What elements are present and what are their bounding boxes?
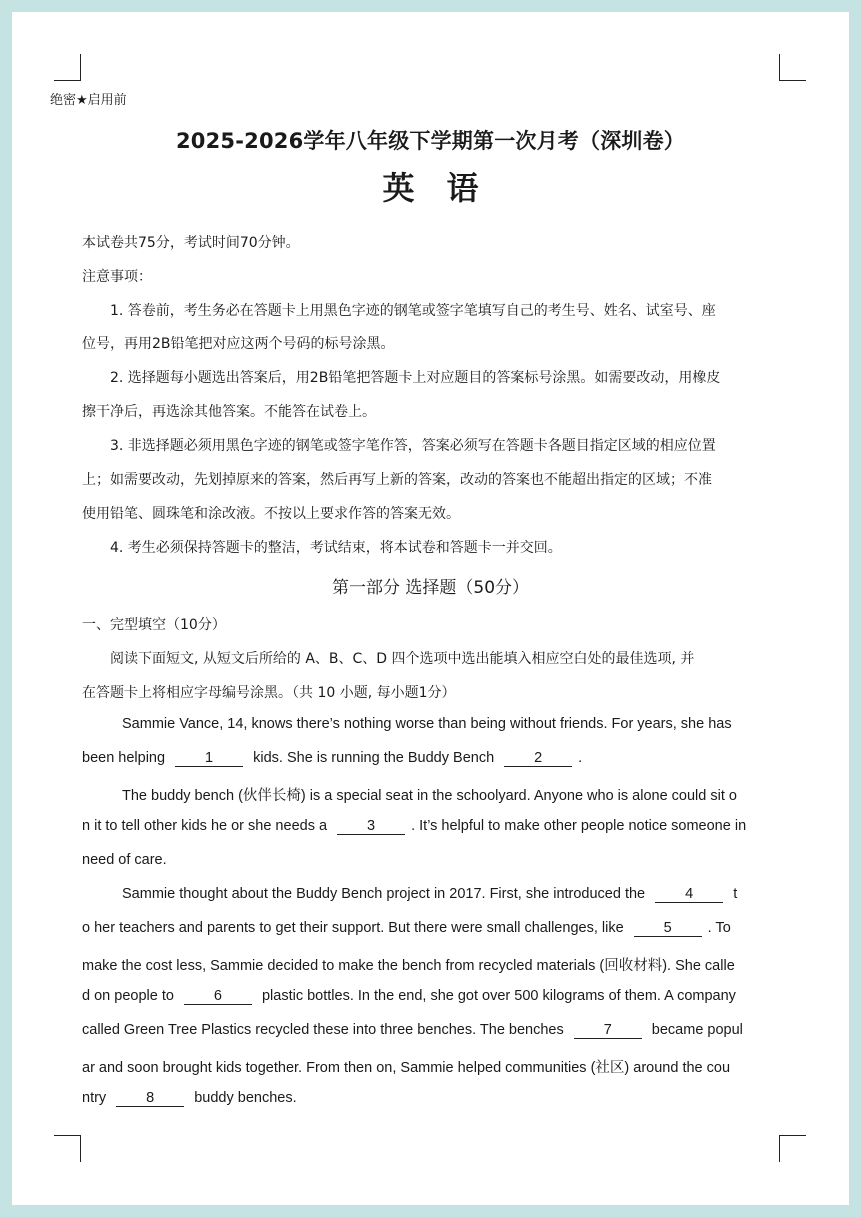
- passage-text: kids. She is running the Buddy Bench: [253, 750, 495, 766]
- passage-line: [82, 750, 582, 767]
- passage-text: .: [578, 750, 583, 766]
- blank-3[interactable]: 3: [337, 818, 405, 835]
- blank-8[interactable]: 8: [116, 1090, 184, 1107]
- blank-2[interactable]: 2: [504, 750, 572, 767]
- note-line: 4. 考生必须保持答题卡的整洁，考试结束，将本试卷和答题卡一并交回。: [110, 540, 562, 556]
- passage-line: [122, 886, 737, 903]
- blank-6[interactable]: 6: [184, 988, 252, 1005]
- passage-text: d on people to: [82, 988, 174, 1004]
- passage-text: ntry: [82, 1090, 107, 1106]
- crop-mark-bottom-right: [779, 1135, 806, 1162]
- passage-text: o her teachers and parents to get their support. But there were small challenges, like: [82, 920, 624, 936]
- note-line: 擦干净后，再选涂其他答案。不能答在试卷上。: [82, 404, 376, 420]
- passage-text: . To: [707, 920, 731, 936]
- passage-text: plastic bottles. In the end, she got over 500 kilograms of them. A company: [261, 988, 736, 1004]
- notes-title: 注意事项：: [82, 269, 152, 285]
- blank-7[interactable]: 7: [574, 1022, 642, 1039]
- exam-total: 本试卷共75分，考试时间70分钟。: [82, 235, 300, 251]
- passage-line: [82, 920, 731, 937]
- passage-text: . It’s helpful to make other people notice someone in: [411, 818, 747, 834]
- crop-mark-top-right: [779, 54, 806, 81]
- note-line: 2. 选择题每小题选出答案后，用2B铅笔把答题卡上对应题目的答案标号涂黑。如需要改动，用橡皮: [110, 370, 721, 386]
- part-one-title: 第一部分 选择题（50分）: [331, 578, 530, 598]
- confidential-label: 绝密★启用前: [50, 93, 127, 108]
- passage-text: called Green Tree Plastics recycled these into three benches. The benches: [82, 1022, 564, 1038]
- note-line: 1. 答卷前，考生务必在答题卡上用黑色字迹的钢笔或签字笔填写自己的考生号、姓名、试室号、座: [110, 303, 716, 319]
- passage-text: n it to tell other kids he or she needs a: [82, 818, 328, 834]
- blank-5[interactable]: 5: [634, 920, 702, 937]
- passage-line: [82, 1090, 297, 1107]
- passage-line: Sammie Vance, 14, knows there’s nothing worse than being without friends. For years, she has: [122, 716, 732, 732]
- crop-mark-bottom-left: [54, 1135, 81, 1162]
- instruction-line: 在答题卡上将相应字母编号涂黑。（共 10 小题, 每小题1分）: [82, 685, 456, 701]
- exam-title: 2025-2026学年八年级下学期第一次月考（深圳卷）: [175, 129, 685, 153]
- instruction-line: 阅读下面短文, 从短文后所给的 A、B、C、D 四个选项中选出能填入相应空白处的最佳选项, 并: [110, 651, 695, 667]
- passage-line: make the cost less, Sammie decided to make the bench from recycled materials (回收材料). She calle: [82, 958, 735, 974]
- passage-text: became popul: [651, 1022, 743, 1038]
- note-line: 位号，再用2B铅笔把对应这两个号码的标号涂黑。: [82, 336, 395, 352]
- passage-line: [82, 818, 746, 835]
- subject-title: 英语: [382, 169, 511, 207]
- note-line: 上；如需要改动，先划掉原来的答案，然后再写上新的答案，改动的答案也不能超出指定的区域；不准: [82, 472, 712, 488]
- passage-line: The buddy bench (伙伴长椅) is a special seat in the schoolyard. Anyone who is alone could sit o: [122, 788, 737, 804]
- passage-text: been helping: [82, 750, 166, 766]
- section-cloze-title: 一、完型填空（10分）: [82, 617, 226, 633]
- passage-line: need of care.: [82, 852, 167, 868]
- passage-line: ar and soon brought kids together. From then on, Sammie helped communities (社区) around the cou: [82, 1060, 731, 1076]
- passage-text: t: [733, 886, 738, 902]
- blank-1[interactable]: 1: [175, 750, 243, 767]
- note-line: 3. 非选择题必须用黑色字迹的钢笔或签字笔作答，答案必须写在答题卡各题目指定区域的相应位置: [110, 438, 716, 454]
- passage-text: Sammie thought about the Buddy Bench project in 2017. First, she introduced the: [122, 886, 646, 902]
- blank-4[interactable]: 4: [655, 886, 723, 903]
- exam-page: [12, 12, 849, 1205]
- note-line: 使用铅笔、圆珠笔和涂改液。不按以上要求作答的答案无效。: [82, 506, 460, 522]
- passage-line: [82, 988, 736, 1005]
- passage-text: buddy benches.: [194, 1090, 297, 1106]
- crop-mark-top-left: [54, 54, 81, 81]
- passage-line: [82, 1022, 743, 1039]
